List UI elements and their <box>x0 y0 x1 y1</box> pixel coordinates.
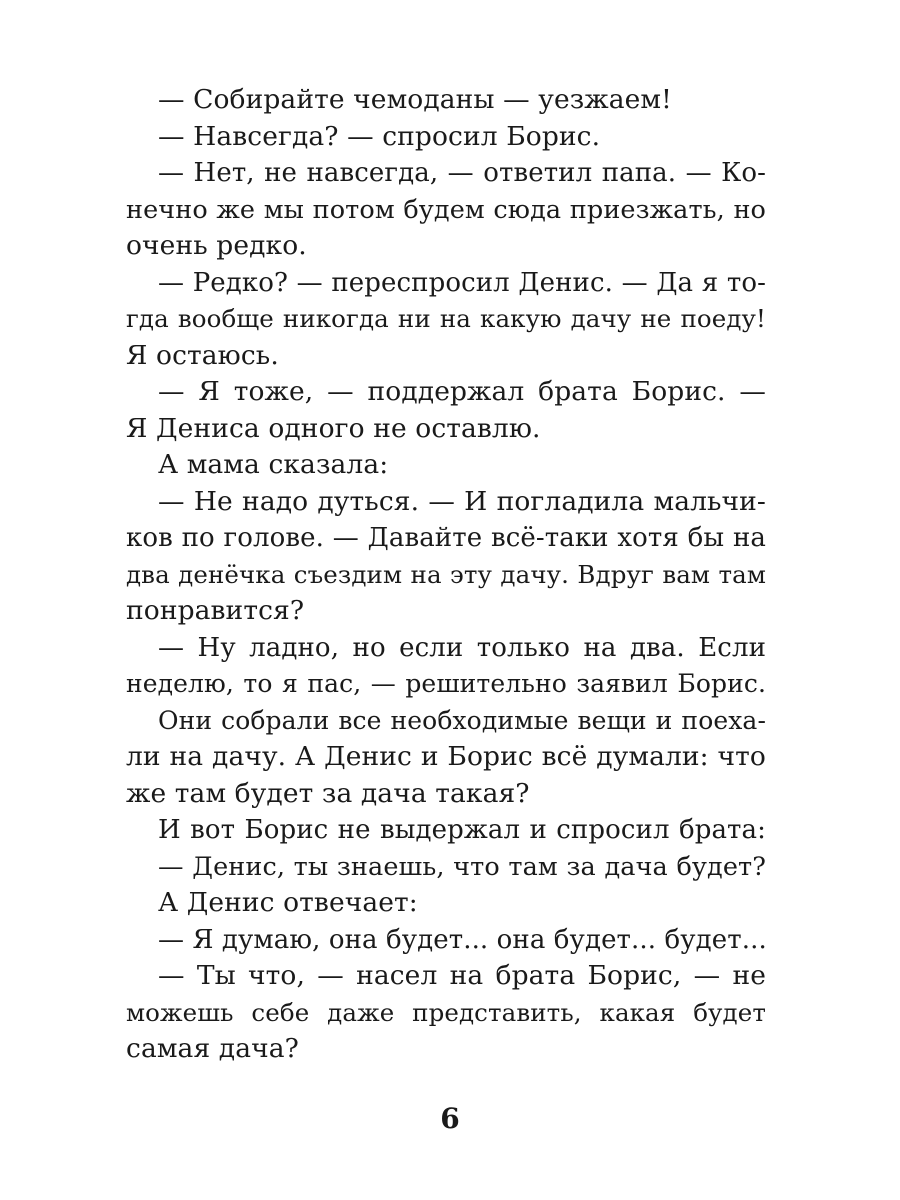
text-line: — Собирайте чемоданы — уезжаем! <box>158 84 672 115</box>
text-line: два денёчка съездим на эту дачу. Вдруг вам там <box>126 559 766 589</box>
page-number: 6 <box>440 1102 460 1135</box>
text-line: же там будет за дача такая? <box>126 777 530 809</box>
text-line: гда вообще никогда ни на какую дачу не поеду! <box>126 304 766 333</box>
text-line: — Нет, не навсегда, — ответил папа. — Ко- <box>158 158 766 188</box>
text-line: — Не надо дуться. — И погладила мальчи- <box>158 485 766 517</box>
text-line: ков по голове. — Давайте всё-таки хотя бы на <box>126 523 766 553</box>
text-line: понравится? <box>126 595 305 626</box>
text-line: — Редко? — переспросил Денис. — Да я то- <box>158 267 766 298</box>
text-line: самая дача? <box>126 1033 299 1064</box>
text-line: — Я думаю, она будет... она будет... будет... <box>158 924 767 955</box>
text-line: Я Дениса одного не оставлю. <box>126 412 541 444</box>
text-line: ли на дачу. А Денис и Борис всё думали: что <box>126 741 766 772</box>
text-line: нечно же мы потом будем сюда приезжать, но <box>126 194 766 225</box>
text-line: — Ну ладно, но если только на два. Если <box>158 632 766 663</box>
text-line: И вот Борис не выдержал и спросил брата: <box>158 815 766 845</box>
text-line: — Ты что, — насел на брата Борис, — не <box>158 960 766 991</box>
text-line: — Денис, ты знаешь, что там за дача будет? <box>158 851 766 882</box>
text-line: можешь себе даже представить, какая будет <box>126 997 766 1027</box>
text-line: — Я тоже, — поддержал брата Борис. — <box>158 376 766 407</box>
text-line: Они собрали все необходимые вещи и поеха- <box>158 705 766 735</box>
text-line: А Денис отвечает: <box>158 887 418 918</box>
text-line: А мама сказала: <box>158 449 389 480</box>
text-line: — Навсегда? — спросил Борис. <box>158 120 601 152</box>
body-text <box>126 82 766 1068</box>
text-line: неделю, то я пас, — решительно заявил Борис. <box>126 669 766 698</box>
text-line: очень редко. <box>126 230 307 261</box>
text-line: Я остаюсь. <box>126 339 279 371</box>
